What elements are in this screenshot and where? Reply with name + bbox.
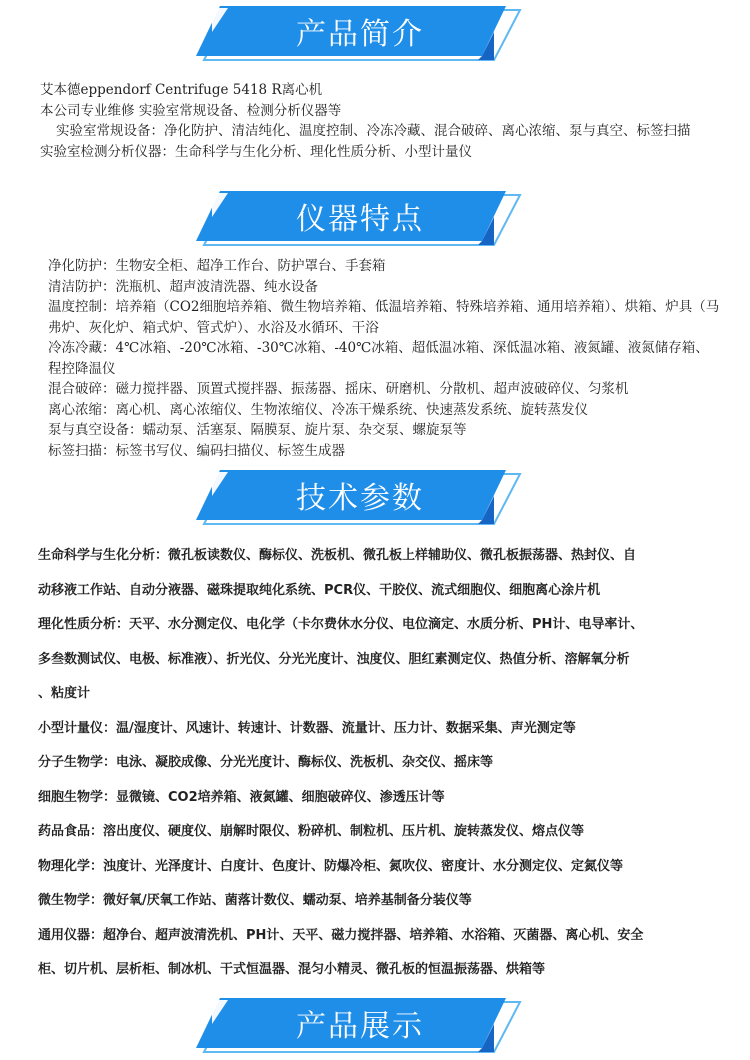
param-line-5: 、粘度计 (38, 686, 91, 701)
section-title-features: 仪器特点 (296, 202, 424, 237)
intro-line-2: 本公司专业维修 实验室常规设备、检测分析仪器等 (40, 102, 342, 119)
feature-line-5: 混合破碎：磁力搅拌器、顶置式搅拌器、振荡器、摇床、研磨机、分散机、超声波破碎仪、匀浆机 (48, 381, 629, 397)
intro-text (40, 80, 720, 162)
intro-line-4: 实验室检测分析仪器：生命科学与生化分析、理化性质分析、小型计量仪 (40, 143, 472, 160)
feature-line-4: 冷冻冷藏：4℃冰箱、-20℃冰箱、-30℃冰箱、-40℃冰箱、超低温冰箱、深低温冰箱、液氮罐、液氮储存箱、程控降温仪 (48, 340, 709, 377)
section-title-intro: 产品简介 (296, 17, 424, 52)
feature-line-6: 离心浓缩：离心机、离心浓缩仪、生物浓缩仪、冷冻干燥系统、快速蒸发系统、旋转蒸发仪 (48, 401, 588, 418)
feature-line-1: 净化防护：生物安全柜、超净工作台、防护罩台、手套箱 (48, 258, 386, 274)
feature-line-2: 清洁防护：洗瓶机、超声波清洗器、纯水设备 (48, 278, 318, 295)
section-banner-intro (0, 2, 750, 68)
feature-line-8: 标签扫描：标签书写仪、编码扫描仪、标签生成器 (48, 442, 345, 459)
params-text (38, 539, 718, 988)
param-line-7: 分子生物学：电泳、凝胶成像、分光光度计、酶标仪、洗板机、杂交仪、摇床等 (38, 755, 494, 770)
section-banner-params (0, 466, 750, 532)
intro-line-1: 艾本德eppendorf Centrifuge 5418 R离心机 (40, 82, 323, 98)
param-line-4: 多叁数测试仪、电极、标准液）、折光仪、分光光度计、浊度仪、胆红素测定仪、热值分析、溶解氧分析 (38, 651, 630, 667)
section-title-showcase: 产品展示 (296, 1009, 424, 1044)
param-line-1: 生命科学与生化分析：微孔板读数仪、酶标仪、洗板机、微孔板上样辅助仪、微孔板振荡器、热封仪、自 (38, 548, 637, 563)
section-title-params: 技术参数 (296, 481, 424, 516)
features-text (48, 256, 720, 461)
param-line-12: 通用仪器：超净台、超声波清洗机、PH计、天平、磁力搅拌器、培养箱、水浴箱、灭菌器、离心机、安全 (38, 927, 644, 943)
feature-line-7: 泵与真空设备：蠕动泵、活塞泵、隔膜泵、旋片泵、杂交泵、螺旋泵等 (48, 422, 467, 438)
param-line-9: 药品食品：溶出度仪、硬度仪、崩解时限仪、粉碎机、制粒机、压片机、旋转蒸发仪、熔点仪等 (38, 824, 585, 839)
param-line-6: 小型计量仪：温/湿度计、风速计、转速计、计数器、流量计、压力计、数据采集、声光测定等 (38, 720, 576, 736)
param-line-2: 动移液工作站、自动分液器、磁珠提取纯化系统、PCR仪、干胶仪、流式细胞仪、细胞离心涂片机 (38, 582, 601, 598)
section-banner-showcase (0, 994, 750, 1060)
section-banner-features (0, 187, 750, 253)
param-line-10: 物理化学：浊度计、光泽度计、白度计、色度计、防爆冷柜、氮吹仪、密度计、水分测定仪、定氮仪等 (38, 858, 624, 874)
param-line-13: 柜、切片机、层析柜、制冰机、干式恒温器、混匀小精灵、微孔板的恒温振荡器、烘箱等 (38, 962, 546, 977)
param-line-11: 微生物学：微好氧/厌氧工作站、菌落计数仪、蠕动泵、培养基制备分装仪等 (38, 893, 472, 908)
intro-line-3: 实验室常规设备：净化防护、清洁纯化、温度控制、冷冻冷藏、混合破碎、离心浓缩、泵与真空、标签扫描 (56, 123, 691, 139)
feature-line-3: 温度控制：培养箱（CO2细胞培养箱、微生物培养箱、低温培养箱、特殊培养箱、通用培养箱）、烘箱、炉具（马弗炉、灰化炉、箱式炉、管式炉）、水浴及水循环、干浴 (48, 299, 720, 336)
param-line-8: 细胞生物学：显微镜、CO2培养箱、液氮罐、细胞破碎仪、渗透压计等 (38, 789, 445, 805)
param-line-3: 理化性质分析：天平、水分测定仪、电化学（卡尔费休水分仪、电位滴定、水质分析、PH计、电导率计、 (38, 617, 644, 632)
